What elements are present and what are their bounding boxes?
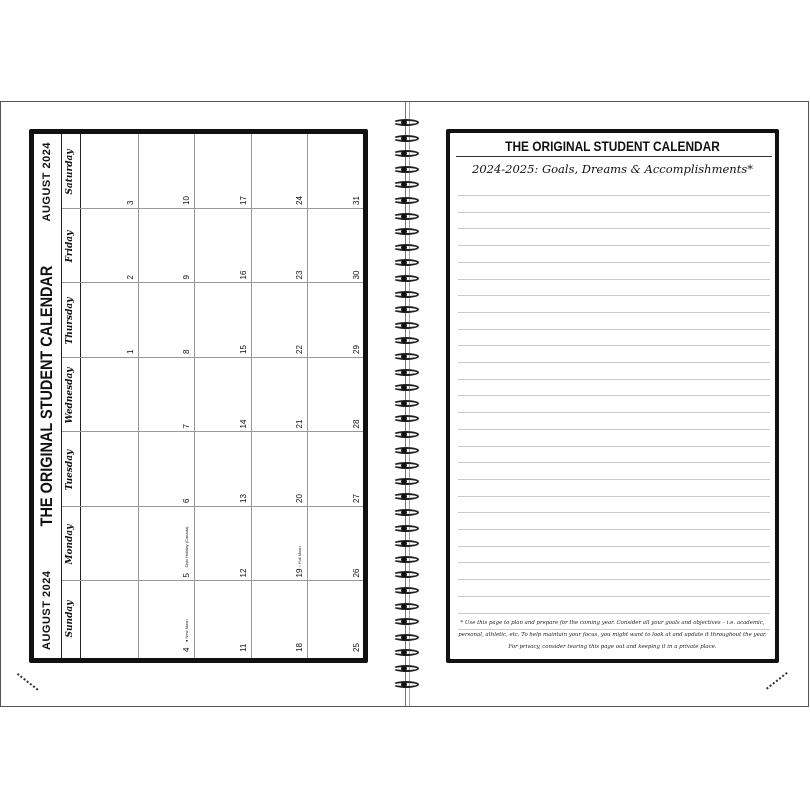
spiral-coil (393, 369, 423, 377)
writing-line (458, 295, 770, 296)
date-number: 15 (238, 345, 248, 354)
writing-line (458, 245, 770, 246)
writing-line (458, 579, 770, 580)
spiral-coil (393, 119, 423, 127)
weekday-monday: Monday (65, 524, 75, 565)
punch-hole (401, 354, 407, 359)
spiral-coil (393, 540, 423, 548)
spiral-coil (393, 150, 423, 158)
weekday-sunday: Sunday (65, 600, 75, 638)
date-number: 29 (351, 345, 361, 354)
date-number: 4 (182, 647, 191, 652)
writing-line (458, 446, 770, 447)
spiral-coil (393, 384, 423, 392)
punch-hole (401, 276, 407, 281)
spiral-coil (393, 431, 423, 439)
date-number: 28 (351, 419, 361, 429)
row-divider (251, 134, 252, 658)
punch-hole (401, 557, 407, 562)
punch-hole (401, 136, 407, 141)
date-number: 19 (295, 568, 304, 578)
date-number: 17 (238, 196, 248, 205)
spiral-coil (393, 447, 423, 455)
punch-hole (401, 510, 407, 515)
date-number: 2 (125, 275, 135, 280)
date-number: 7 (182, 424, 191, 429)
writing-line (458, 479, 770, 480)
column-divider (62, 357, 363, 358)
writing-line (458, 329, 770, 330)
spiral-coil (393, 197, 423, 205)
spiral-coil (393, 228, 423, 236)
month-label-right: AUGUST 2024 (41, 142, 53, 222)
date-number: 14 (238, 419, 248, 429)
writing-line (458, 562, 770, 563)
spiral-coil (393, 587, 423, 595)
spiral-coil (393, 306, 423, 314)
spiral-coil (393, 166, 423, 174)
punch-hole (401, 682, 407, 687)
calendar-title: THE ORIGINAL STUDENT CALENDAR (37, 265, 56, 527)
spiral-coil (393, 649, 423, 657)
writing-line (458, 212, 770, 213)
spiral-coil (393, 400, 423, 408)
date-number: 20 (295, 494, 304, 503)
punch-hole (401, 432, 407, 437)
spiral-coil (393, 462, 423, 470)
note-civic-holiday: Civic Holiday (Canada) (184, 526, 189, 568)
month-label-left: AUGUST 2024 (41, 570, 53, 650)
date-number: 3 (125, 200, 135, 205)
goals-footnote (458, 617, 767, 653)
punch-hole (401, 292, 407, 297)
spiral-coil (393, 665, 423, 673)
punch-hole (401, 635, 407, 640)
spiral-coil (393, 634, 423, 642)
writing-line (458, 613, 770, 614)
date-number: 25 (351, 643, 361, 652)
date-number: 18 (295, 643, 304, 652)
spiral-coil (393, 509, 423, 517)
date-number: 11 (238, 643, 248, 652)
punch-hole (401, 401, 407, 406)
punch-hole (401, 604, 407, 609)
weekday-row (62, 134, 81, 658)
spiral-coil (393, 244, 423, 252)
spiral-coil (393, 259, 423, 267)
punch-hole (401, 245, 407, 250)
date-number: 10 (182, 196, 191, 205)
punch-hole (401, 479, 407, 484)
writing-line (458, 596, 770, 597)
weekday-wednesday: Wednesday (65, 367, 75, 424)
row-divider (138, 134, 139, 658)
spiral-coil (393, 571, 423, 579)
row-divider (194, 134, 195, 658)
spiral-coil (393, 337, 423, 345)
calendar-rotated (34, 134, 363, 658)
spiral-coil (393, 353, 423, 361)
calendar-page (34, 134, 363, 658)
weekday-friday: Friday (65, 230, 75, 263)
writing-line (458, 312, 770, 313)
spiral-coil (393, 275, 423, 283)
writing-line (458, 379, 770, 380)
column-divider (62, 506, 363, 507)
writing-line (458, 395, 770, 396)
date-number: 8 (182, 349, 191, 354)
punch-hole (401, 448, 407, 453)
spiral-coil (393, 493, 423, 501)
punch-hole (401, 120, 407, 125)
writing-line (458, 195, 770, 196)
writing-line (458, 362, 770, 363)
date-number: 16 (238, 270, 248, 280)
writing-line (458, 262, 770, 263)
note-new-moon: ● New Moon (184, 619, 189, 642)
column-divider (62, 283, 363, 284)
column-divider (62, 432, 363, 433)
spiral-coil (393, 181, 423, 189)
date-number: 26 (351, 568, 361, 578)
goals-subtitle: 2024-2025: Goals, Dreams & Accomplishments* (472, 162, 753, 176)
weekday-thursday: Thursday (65, 297, 75, 345)
punch-hole (401, 323, 407, 328)
writing-line (458, 228, 770, 229)
footnote-line: For privacy, consider tearing this page out and keeping it in a private place. (508, 644, 717, 650)
calendar-header (34, 134, 62, 658)
writing-line (458, 345, 770, 346)
goals-title: THE ORIGINAL STUDENT CALENDAR (505, 138, 720, 154)
punch-hole (401, 526, 407, 531)
date-number: 30 (351, 270, 361, 280)
note-full-moon: ○ Full Moon (297, 546, 302, 568)
goals-page (450, 133, 775, 659)
spiral-coil (393, 556, 423, 564)
spiral-coil (393, 603, 423, 611)
column-divider (62, 581, 363, 582)
spiral-coil (393, 618, 423, 626)
date-number: 12 (238, 568, 248, 578)
row-divider (307, 134, 308, 658)
punch-hole (401, 167, 407, 172)
punch-hole (401, 198, 407, 203)
footnote-line: * Use this page to plan and prepare for the coming year. Consider all your goals and objectives – i.e. academic, (460, 620, 765, 626)
weekday-tuesday: Tuesday (65, 449, 75, 491)
writing-line (458, 279, 770, 280)
date-number: 9 (182, 275, 191, 280)
date-number: 22 (295, 345, 304, 354)
punch-hole (401, 214, 407, 219)
writing-line (458, 412, 770, 413)
punch-hole (401, 588, 407, 593)
column-divider (62, 208, 363, 209)
spiral-coil (393, 525, 423, 533)
weekday-saturday: Saturday (65, 149, 75, 195)
spiral-coil (393, 322, 423, 330)
punch-hole (401, 370, 407, 375)
writing-line (458, 512, 770, 513)
footnote-line: personal, athletic, etc. To help maintain your focus, you might want to look at and update it throughout the year. (458, 632, 767, 638)
writing-line (458, 529, 770, 530)
date-number: 31 (351, 196, 361, 205)
writing-line (458, 462, 770, 463)
spiral-coil (393, 415, 423, 423)
writing-line (458, 429, 770, 430)
punch-hole (401, 666, 407, 671)
writing-line (458, 496, 770, 497)
date-number: 23 (295, 270, 304, 280)
spiral-coil (393, 291, 423, 299)
title-rule (456, 156, 772, 157)
spiral-coil (393, 478, 423, 486)
date-number: 13 (238, 494, 248, 503)
spiral-coil (393, 681, 423, 689)
writing-line (458, 546, 770, 547)
date-number: 1 (125, 349, 135, 354)
date-number: 6 (182, 498, 191, 503)
spiral-coil (393, 135, 423, 143)
date-number: 21 (295, 419, 304, 429)
date-number: 27 (351, 494, 361, 503)
date-number: 24 (295, 196, 304, 205)
spiral-coil (393, 213, 423, 221)
date-number: 5 (182, 573, 191, 578)
